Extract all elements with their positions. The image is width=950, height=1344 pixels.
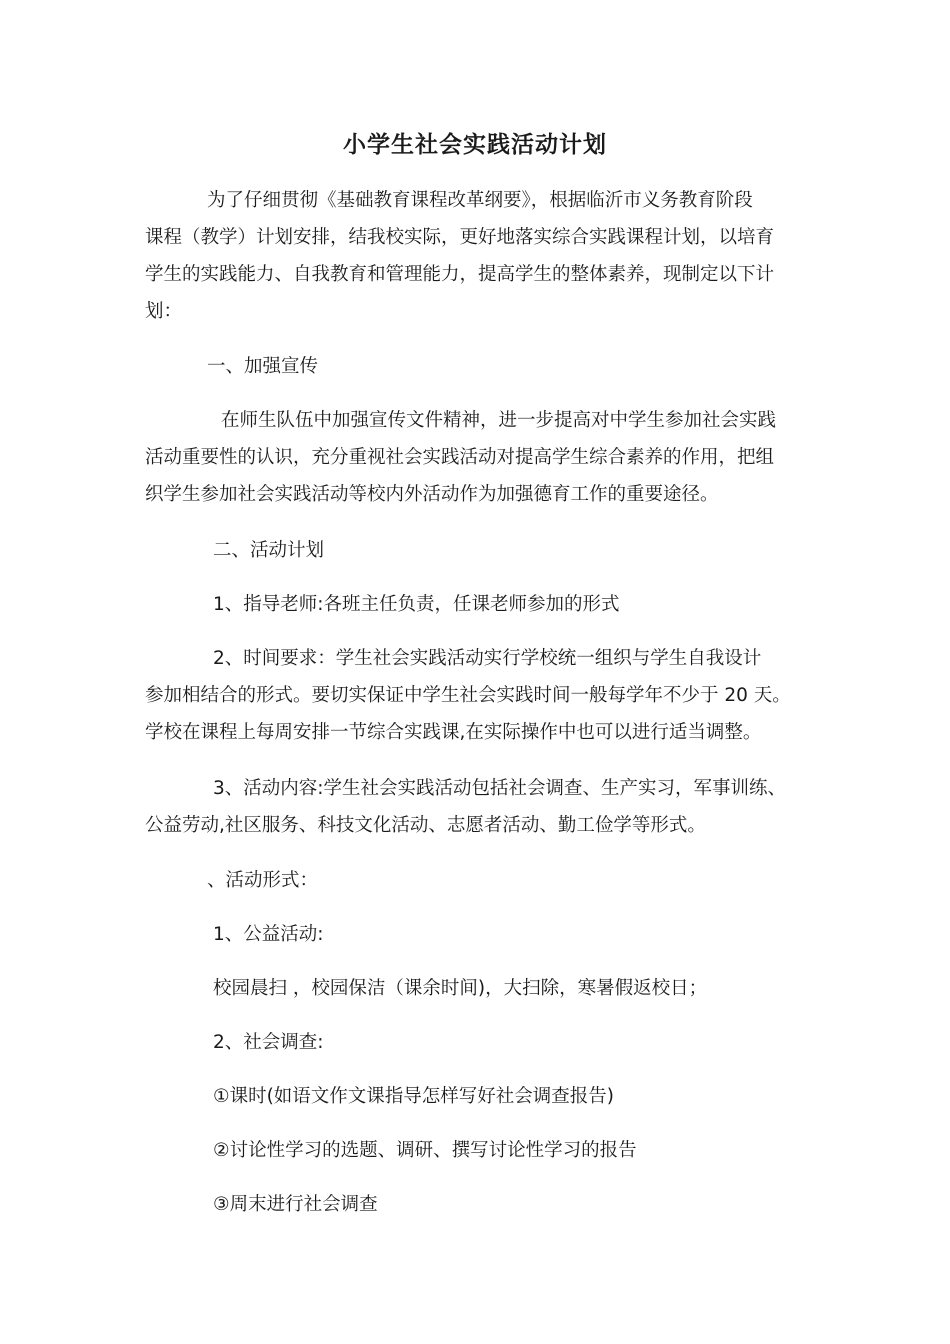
paragraph-line: 校园晨扫 ，校园保洁（课余时间)，大扫除，寒暑假返校日； <box>213 978 708 999</box>
section-heading-plan <box>145 532 810 569</box>
paragraph-line: 在师生队伍中加强宣传文件精神，进一步提高对中学生参加社会实践 <box>221 410 777 431</box>
plan-item-teacher <box>145 586 810 623</box>
intro-paragraph <box>145 182 810 330</box>
plan-item-content <box>145 770 810 844</box>
paragraph-line: 1、公益活动: <box>213 924 324 945</box>
document-title: 小学生社会实践活动计划 <box>343 131 607 158</box>
heading-text: 、活动形式： <box>207 870 319 891</box>
paragraph-line: 为了仔细贯彻《基础教育课程改革纲要》，根据临沂市义务教育阶段 <box>207 190 753 211</box>
paragraph-line: 公益劳动,社区服务、科技文化活动、志愿者活动、勤工俭学等形式。 <box>145 815 706 836</box>
form-body-public-welfare <box>145 970 810 1007</box>
paragraph-line: 参加相结合的形式。要切实保证中学生社会实践时间一般每学年不少于 20 天。 <box>145 685 791 706</box>
paragraph-line: 2、时间要求：学生社会实践活动实行学校统一组织与学生自我设计 <box>213 648 762 669</box>
survey-item-3 <box>145 1186 810 1223</box>
paragraph-line: 2、社会调查: <box>213 1032 324 1053</box>
paragraph-line: 1、指导老师:各班主任负责，任课老师参加的形式 <box>213 594 620 615</box>
heading-text: 一、加强宣传 <box>207 356 319 377</box>
form-heading-survey <box>145 1024 810 1061</box>
form-heading-public-welfare <box>145 916 810 953</box>
paragraph-line: 学生的实践能力、自我教育和管理能力，提高学生的整体素养，现制定以下计 <box>145 264 775 285</box>
paragraph-line: 织学生参加社会实践活动等校内外活动作为加强德育工作的重要途径。 <box>145 484 719 505</box>
list-item: ③周末进行社会调查 <box>213 1194 378 1215</box>
plan-item-time <box>145 640 810 751</box>
section-heading-publicity <box>145 348 810 385</box>
publicity-paragraph <box>145 402 810 513</box>
paragraph-line: 划： <box>145 301 183 322</box>
list-item: ①课时(如语文作文课指导怎样写好社会调查报告) <box>213 1086 615 1107</box>
heading-text: 二、活动计划 <box>213 540 325 561</box>
list-item: ②讨论性学习的选题、调研、撰写讨论性学习的报告 <box>213 1140 637 1161</box>
paragraph-line: 3、活动内容:学生社会实践活动包括社会调查、生产实习，军事训练、 <box>213 778 787 799</box>
survey-item-2 <box>145 1132 810 1169</box>
survey-item-1 <box>145 1078 810 1115</box>
section-heading-forms <box>145 862 810 899</box>
paragraph-line: 活动重要性的认识，充分重视社会实践活动对提高学生综合素养的作用，把组 <box>145 447 775 468</box>
paragraph-line: 课程（教学）计划安排，结我校实际，更好地落实综合实践课程计划，以培育 <box>145 227 775 248</box>
paragraph-line: 学校在课程上每周安排一节综合实践课,在实际操作中也可以进行适当调整。 <box>145 722 762 743</box>
